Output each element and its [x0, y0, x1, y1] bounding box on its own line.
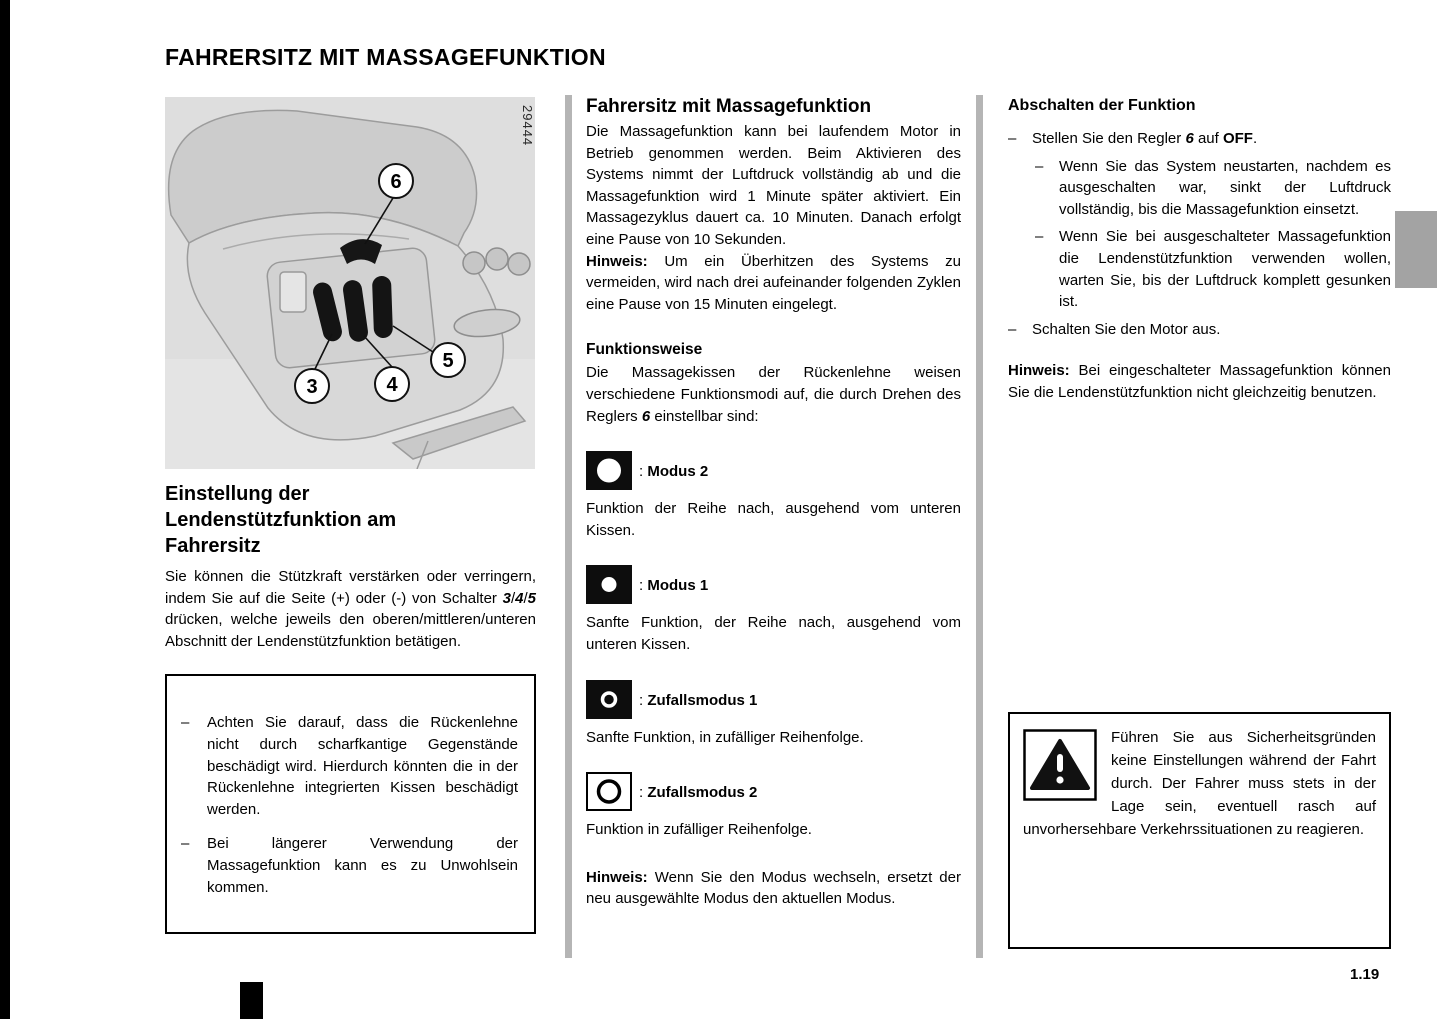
caution-item	[181, 712, 518, 820]
lumbar-switch-lower	[372, 276, 393, 339]
lumbar-section-heading: Einstellung der Lendenstützfunktion am Fahrersitz	[165, 483, 397, 557]
callout-6	[379, 164, 413, 198]
massage-intro-text: Die Massagefunktion kann bei laufendem Motor in Betrieb genommen werden. Beim Aktivieren des Systems nimmt der Luftdruck vollständig ab und die Massagefunktion wird 1 Minute später aktiviert. Ein Massagezyklus dauert ca. 10 Minuten. Danach erfolgt eine Pause von 10 Sekunden.	[586, 123, 961, 248]
right-column	[1008, 97, 1391, 404]
abschalten-item	[1008, 319, 1391, 341]
caution-item	[181, 833, 518, 898]
dash-marker: –	[181, 714, 190, 732]
abschalten-sub-item	[1035, 226, 1391, 312]
mode-head	[586, 451, 961, 490]
seat-figure	[165, 97, 535, 469]
lumbar-switches	[311, 276, 393, 344]
dash-marker: –	[1035, 228, 1044, 246]
mode-head	[586, 565, 961, 604]
massage-note-2: Hinweis: Wenn Sie den Modus wechseln, ersetzt der neu ausgewählte Modus den aktuellen Modus.	[586, 868, 961, 908]
mode-head	[586, 680, 961, 719]
mode-row-zufallsmodus-2	[586, 772, 961, 841]
safety-warning-text: Führen Sie aus Sicherheitsgründen keine Einstellungen während der Fahrt durch. Der Fahrer muss stets in der Lage sein, eventuell rasch auf unvorhersehbare Verkehrssituationen zu reagieren.	[1023, 729, 1376, 838]
mode-label: : Modus 2	[639, 463, 709, 481]
svg-text:4: 4	[386, 374, 398, 396]
safety-warning-box	[1008, 712, 1391, 949]
mode-row-modus-1	[586, 565, 961, 655]
section-tab-marker	[1395, 211, 1437, 288]
column-divider-right	[976, 95, 983, 958]
mode-label: : Modus 1	[639, 577, 709, 595]
abschalten-sub-item-text: Wenn Sie das System neustarten, nachdem es ausgeschalten war, sinkt der Luftdruck vollständig, bis die Massagefunktion einsetzt.	[1059, 157, 1391, 218]
massage-section-heading: Fahrersitz mit Massagefunktion	[586, 96, 872, 117]
lumbar-intro-text: Sie können die Stützkraft verstärken oder verringern, indem Sie auf die Seite (+) oder (-) von Schalter 3/4/5 drücken, welche jeweils den oberen/mittleren/unteren Abschnitt der Lendenstützfunktion betätigen.	[165, 568, 536, 650]
funktionsweise-heading: Funktionsweise	[586, 341, 703, 359]
callout-5	[431, 343, 465, 377]
mode-head	[586, 772, 961, 811]
svg-text:6: 6	[390, 171, 402, 193]
mode-large-dot-icon	[586, 451, 632, 490]
abschalten-sub-item	[1035, 156, 1391, 221]
left-column	[165, 481, 536, 934]
svg-text:3: 3	[306, 376, 318, 398]
mode-label: : Zufallsmodus 1	[639, 691, 758, 709]
massage-note-1: Hinweis: Um ein Überhitzen des Systems zu vermeiden, wird nach drei aufeinander folgenden Zyklen eine Pause von 15 Minuten eingelegt.	[586, 252, 961, 313]
mode-row-zufallsmodus-1	[586, 680, 961, 749]
mode-description: Funktion in zufälliger Reihenfolge.	[586, 821, 812, 839]
callout-3	[295, 369, 329, 403]
mode-small-ring-icon	[586, 680, 632, 719]
middle-column	[586, 95, 961, 910]
dash-marker: –	[1035, 157, 1044, 175]
caution-item-text: Achten Sie darauf, dass die Rückenlehne nicht durch scharfkantige Gegenstände beschädigt wird. Hierdurch könnten die in der Rückenlehne integrierten Kissen beschädigt werden.	[207, 714, 518, 818]
mode-description: Funktion der Reihe nach, ausgehend vom unteren Kissen.	[586, 500, 961, 539]
caution-box	[165, 674, 536, 934]
photo-code: 29444	[520, 105, 535, 147]
callout-4	[375, 367, 409, 401]
abschalten-item-text: Stellen Sie den Regler 6 auf OFF.	[1032, 130, 1258, 147]
column-divider-left	[565, 95, 572, 958]
seat-illustration	[165, 97, 535, 469]
warning-triangle-icon	[1023, 729, 1097, 801]
abschalten-item	[1008, 128, 1391, 150]
abschalten-heading: Abschalten der Funktion	[1008, 97, 1196, 114]
abschalten-item-text: Schalten Sie den Motor aus.	[1032, 320, 1221, 338]
left-edge-bar	[0, 0, 10, 1019]
mode-large-ring-icon	[586, 772, 632, 811]
lumbar-switch-plate	[280, 272, 306, 312]
dash-marker: –	[1008, 320, 1017, 338]
footer-print-marker	[240, 982, 263, 1019]
page-number: 1.19	[1350, 966, 1380, 983]
mode-description: Sanfte Funktion, der Reihe nach, ausgehend vom unteren Kissen.	[586, 614, 961, 653]
mode-label: : Zufallsmodus 2	[639, 784, 758, 802]
svg-text:5: 5	[442, 350, 454, 372]
mode-small-dot-icon	[586, 565, 632, 604]
dash-marker: –	[181, 835, 190, 853]
mode-description: Sanfte Funktion, in zufälliger Reihenfolge.	[586, 728, 864, 746]
dash-marker: –	[1008, 130, 1017, 147]
caution-item-text: Bei längerer Verwendung der Massagefunktion kann es zu Unwohlsein kommen.	[207, 835, 518, 896]
abschalten-note: Hinweis: Bei eingeschalteter Massagefunktion können Sie die Lendenstützfunktion nicht gleichzeitig benutzen.	[1008, 362, 1391, 401]
funktionsweise-intro: Die Massagekissen der Rückenlehne weisen verschiedene Funktionsmodi auf, die durch Drehen des Reglers 6 einstellbar sind:	[586, 364, 961, 425]
abschalten-sub-item-text: Wenn Sie bei ausgeschalteter Massagefunktion die Lendenstützfunktion verwenden wollen, warten Sie, bis der Luftdruck komplett gesunken ist.	[1059, 228, 1391, 311]
mode-row-modus-2	[586, 451, 961, 541]
page-title: FAHRERSITZ MIT MASSAGEFUNKTION	[165, 44, 606, 70]
